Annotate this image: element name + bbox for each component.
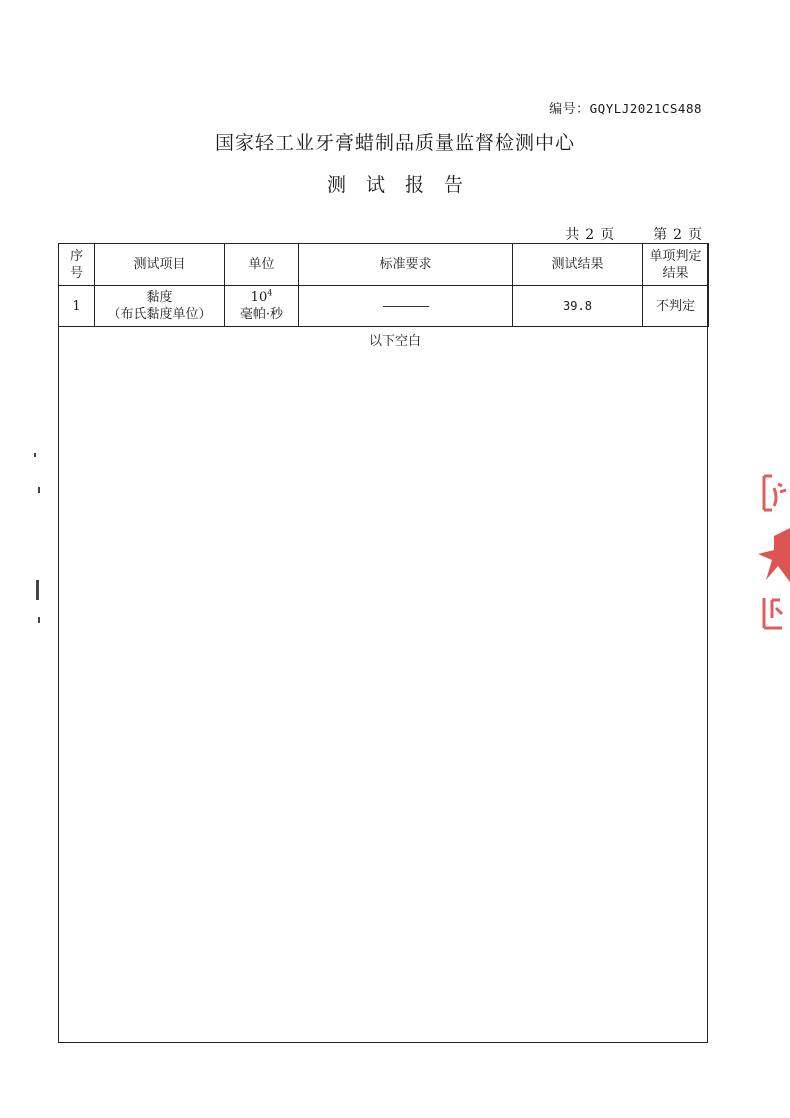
total-pages-suffix: 页 bbox=[600, 227, 615, 243]
header-test-item: 测试项目 bbox=[95, 244, 225, 286]
cell-unit bbox=[225, 286, 299, 327]
table-header-row bbox=[59, 244, 709, 286]
cell-result bbox=[513, 286, 643, 327]
standard-dash bbox=[383, 306, 429, 307]
test-item-name: 黏度 bbox=[146, 290, 173, 305]
result-value: 39.8 bbox=[563, 298, 592, 313]
unit-magnitude bbox=[225, 289, 298, 306]
header-seq: 序号 bbox=[59, 244, 95, 286]
results-table bbox=[58, 243, 709, 327]
page-info bbox=[565, 224, 702, 244]
report-frame bbox=[58, 243, 708, 1043]
cell-standard bbox=[299, 286, 513, 327]
document-number-label: 编号： bbox=[549, 102, 590, 117]
cell-test-item bbox=[95, 286, 225, 327]
cell-seq: 1 bbox=[59, 286, 95, 327]
unit-name: 毫帕·秒 bbox=[239, 307, 284, 322]
cell-judgment: 不判定 bbox=[643, 286, 709, 327]
header-unit: 单位 bbox=[225, 244, 299, 286]
blank-below-note: 以下空白 bbox=[368, 334, 421, 349]
official-seal-partial bbox=[752, 470, 790, 640]
current-page-suffix: 页 bbox=[688, 227, 702, 243]
report-title: 测试报告 bbox=[326, 174, 483, 196]
organization-name: 国家轻工业牙膏蜡制品质量监督检测中心 bbox=[214, 132, 575, 154]
unit-exponent: 4 bbox=[267, 288, 273, 298]
document-number-value: GQYLJ2021CS488 bbox=[589, 101, 702, 116]
total-pages-count: 2 bbox=[585, 227, 595, 243]
current-page-prefix: 第 bbox=[653, 227, 668, 243]
header-result: 测试结果 bbox=[513, 244, 643, 286]
current-page-number: 2 bbox=[673, 227, 682, 243]
header-judgment: 单项判定结果 bbox=[643, 244, 709, 286]
table-row bbox=[59, 286, 709, 327]
header-standard: 标准要求 bbox=[299, 244, 513, 286]
binding-marks bbox=[28, 445, 48, 645]
unit-base: 10 bbox=[250, 290, 268, 305]
total-pages-prefix: 共 bbox=[565, 227, 580, 243]
document-number bbox=[549, 98, 702, 117]
test-item-note: （布氏黏度单位） bbox=[107, 307, 212, 322]
